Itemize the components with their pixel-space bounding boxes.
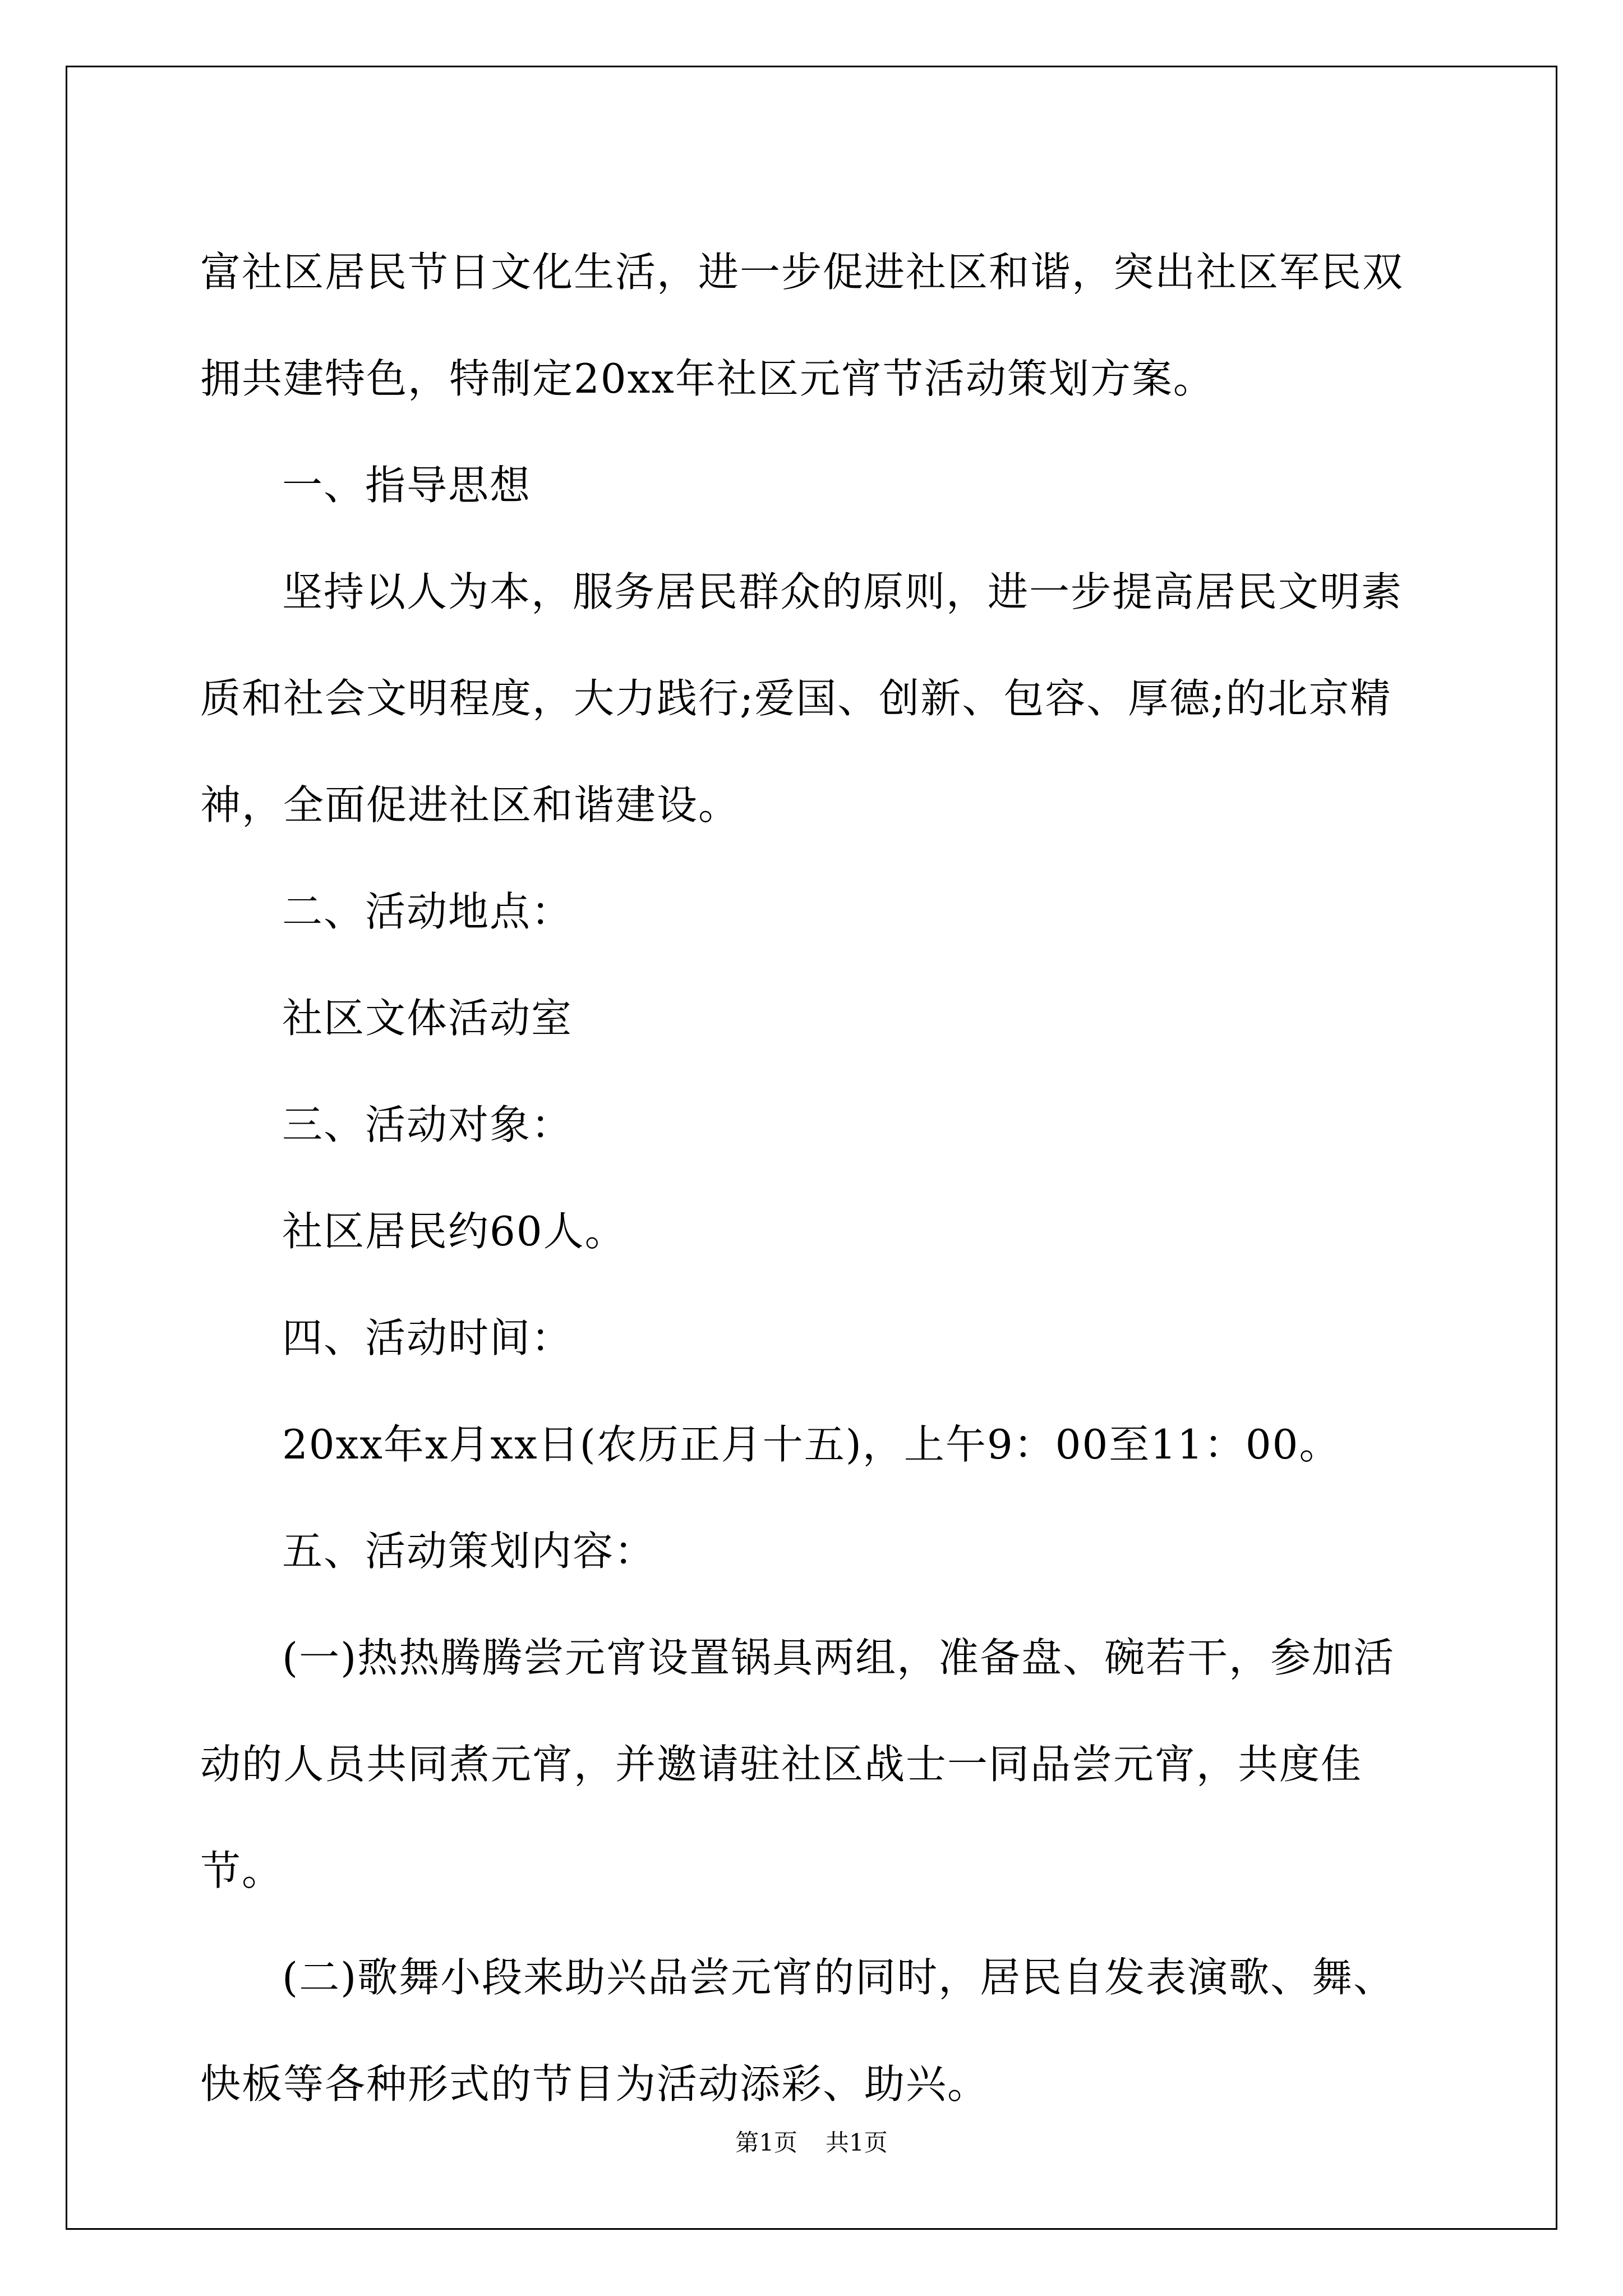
paragraph-guiding-ideology: 坚持以人为本，服务居民群众的原则，进一步提高居民文明素质和社会文明程度，大力践行;爱国、创新、包容、厚德;的北京精神，全面促进社区和谐建设。: [200, 568, 1403, 829]
paragraph-activity-target: 社区居民约60人。: [282, 1208, 626, 1255]
heading-activity-time: 四、活动时间：: [282, 1314, 573, 1361]
paragraph-activity-location: 社区文体活动室: [282, 995, 573, 1042]
heading-guiding-ideology: 一、指导思想: [282, 462, 532, 509]
page-footer: [0, 2126, 1623, 2160]
page-number: 第1页: [735, 2129, 797, 2156]
paragraph-content-item-1: (一)热热腾腾尝元宵设置锅具两组，准备盘、碗若干，参加活动的人员共同煮元宵，并邀请驻社区战士一同品尝元宵，共度佳节。: [200, 1634, 1395, 1894]
paragraph-activity-time: 20xx年x月xx日(农历正月十五)，上午9：00至11：00。: [282, 1421, 1341, 1468]
paragraph-intro-continued: 富社区居民节日文化生活，进一步促进社区和谐，突出社区军民双拥共建特色，特制定20xx年社区元宵节活动策划方案。: [200, 249, 1404, 402]
heading-activity-target: 三、活动对象：: [282, 1101, 573, 1148]
paragraph-content-item-2: (二)歌舞小段来助兴品尝元宵的同时，居民自发表演歌、舞、快板等各种形式的节目为活动添彩、助兴。: [200, 1954, 1395, 2108]
heading-activity-location: 二、活动地点：: [282, 888, 573, 935]
page-total: 共1页: [826, 2129, 888, 2156]
heading-activity-content: 五、活动策划内容：: [282, 1527, 656, 1575]
document-body: [200, 219, 1428, 2137]
